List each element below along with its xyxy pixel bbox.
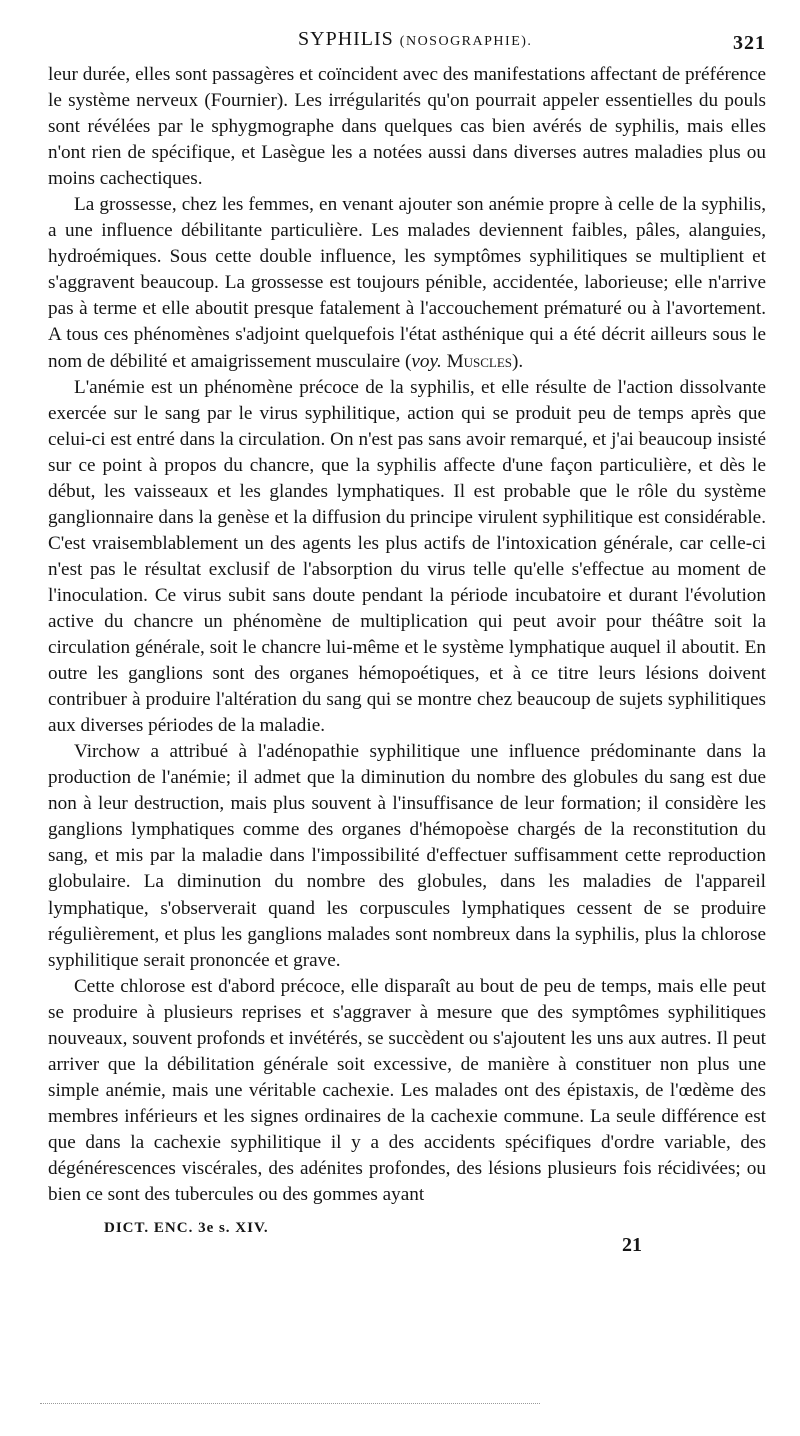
cross-reference-voy: voy.	[411, 350, 442, 372]
page-number: 321	[733, 32, 766, 54]
paragraph-2	[48, 192, 766, 374]
paragraph-3: L'anémie est un phénomène précoce de la syphilis, et elle résulte de l'action dissolvante exercée sur le sang par le virus syphilitique, action qui se produit peu de temps après que celui-ci est entré dans la circulation. On n'est pas sans avoir remarqué, et j'ai beaucoup insisté sur ce point à propos du chancre, que la syphilis affecte d'une façon particulière, et dès le début, les vaisseaux et les glandes lymphatiques. Il est probable que le rôle du système ganglionnaire dans la genèse et la diffusion du principe virulent syphilitique est considérable. C'est vraisemblablement un des agents les plus actifs de l'intoxication générale, car celle-ci n'est pas le résultat exclusif de l'absorption du virus telle qu'elle s'effectue au moment de l'inoculation. Ce virus subit sans doute pendant la période incubatoire et durant l'évolution active du chancre un phénomène de multiplication qui peut avoir pour théâtre soit la circulation générale, soit le chancre lui-même et le système lymphatique auquel il aboutit. En outre les ganglions sont des organes hémopoétiques, et à ce titre leurs lésions doivent contribuer à produire l'altération du sang qui se montre chez beaucoup de sujets syphilitiques aux diverses périodes de la maladie.	[48, 376, 766, 737]
bottom-dotted-rule	[40, 1403, 540, 1404]
paragraph-2-text: La grossesse, chez les femmes, en venant ajouter son anémie propre à celle de la syphilis, a une influence débilitante particulière. Les malades deviennent faibles, pâles, alanguies, hydroémiques. Sous cette double influence, les symptômes syphilitiques se multiplient et s'aggravent beaucoup. La grossesse est toujours pénible, accidentée, laborieuse; elle n'arrive pas à terme et elle aboutit presque fatalement à l'accouchement prématuré ou à l'avortement. A tous ces phénomènes s'adjoint quelquefois l'état asthénique qui a été décrit ailleurs sous le nom de débilité et amaigrissement musculaire (	[48, 194, 766, 372]
paragraph-5: Cette chlorose est d'abord précoce, elle disparaît au bout de peu de temps, mais elle peut se produire à plusieurs reprises et s'aggraver à mesure que des symptômes syphilitiques nouveaux, souvent profonds et invétérés, se succèdent ou s'ajoutent les uns aux autres. Il peut arriver que la débilitation générale soit excessive, de manière à constituer non plus une simple anémie, mais une véritable cachexie. Les malades ont des épistaxis, de l'œdème des membres inférieurs et les signes ordinaires de la cachexie commune. La seule différence est que dans la cachexie syphilitique il y a des accidents spécifiques d'ordre variable, des dégénérescences viscérales, des adénites profondes, des lésions plusieurs fois récidivées; ou bien ce sont des tubercules ou des gommes ayant	[48, 975, 766, 1206]
page-footer	[48, 1216, 766, 1256]
running-title	[298, 28, 532, 51]
paragraph-4: Virchow a attribué à l'adénopathie syphilitique une influence prédominante dans la production de l'anémie; il admet que la diminution du nombre des globules du sang est due non à leur destruction, mais plus souvent à l'insuffisance de leur formation; il considère les ganglions lymphatiques comme des organes d'hémopoèse chargés de la reconstitution du sang, et mis par la maladie dans l'impossibilité d'effectuer suffisamment cette reproduction globulaire. La diminution du nombre des globules, dans les maladies de l'appareil lymphatique, s'observerait quand les corpuscules lymphatiques cessent de se produire régulièrement, et plus les ganglions malades sont nombreux dans la syphilis, plus la chlorose syphilitique serait prononcée et grave.	[48, 741, 766, 971]
running-title-subtitle: (NOSOGRAPHIE).	[399, 34, 533, 49]
cross-reference-close: ).	[512, 350, 524, 372]
sheet-number: 21	[622, 1234, 642, 1257]
body-text	[48, 62, 766, 1208]
running-title-main: SYPHILIS	[298, 28, 394, 50]
running-head	[48, 28, 766, 58]
paragraph-1: leur durée, elles sont passagères et coïncident avec des manifestations affectant de préférence le système nerveux (Fournier). Les irrégularités qu'on pourrait appeler essentielles du pouls sont révélées par le sphygmographe dans quelques cas bien avérés de syphilis, mais elles n'ont rien de spécifique, et Lasègue les a notées aussi dans diverses autres maladies plus ou moins cachectiques.	[48, 64, 766, 190]
book-page	[48, 28, 766, 1256]
signature-mark: DICT. ENC. 3e s. XIV.	[104, 1220, 269, 1237]
cross-reference-target: Muscles	[446, 350, 513, 372]
